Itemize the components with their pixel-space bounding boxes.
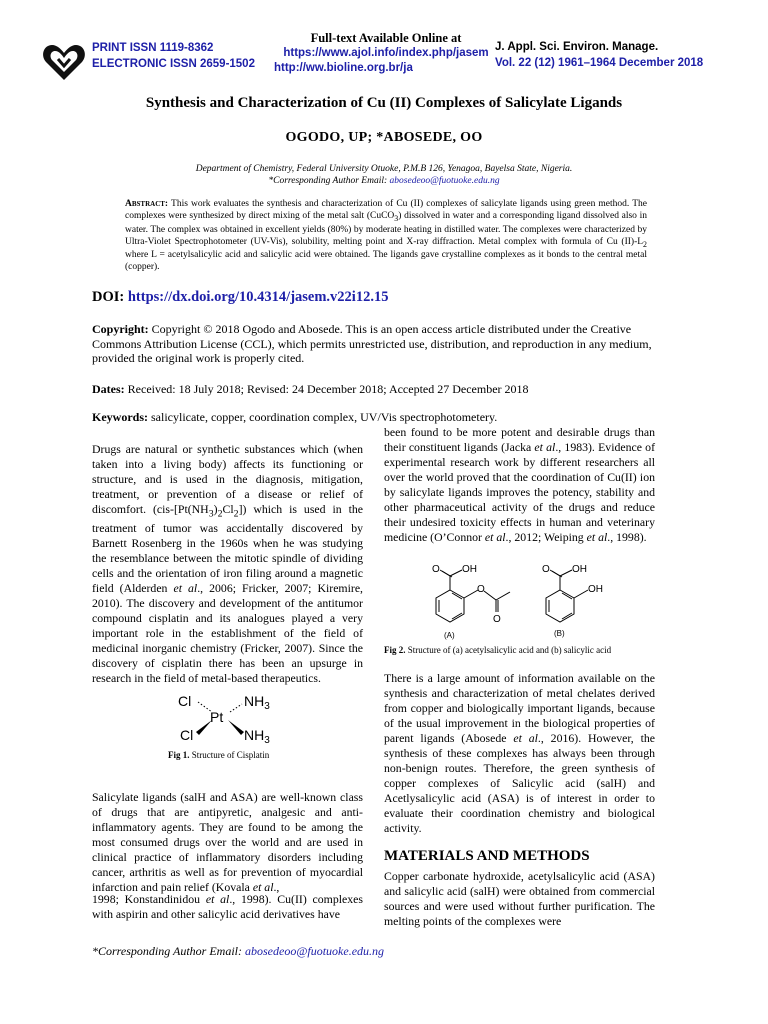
fig2-label: Fig 2. xyxy=(384,645,406,655)
text-run: ]) which is used in the treatment of tumor was accidentally discovered by Barnett Rosenberg in the 1960s when he was studying the resemblance between the mitotic spindle of dividing cells and the orientation of iron filing around a magnetic field (Alderden xyxy=(92,502,363,596)
italic-run: et al xyxy=(534,440,556,454)
text-run: ., xyxy=(273,880,280,894)
abstract-text-1: This work evaluates the synthesis and characterization of Cu (II) complexes of salicylate ligands using green method. The complexes were synthesized by direct mixing of the metal salt (CuCO xyxy=(125,199,647,221)
fig2-caption xyxy=(384,645,611,655)
wedge-bond xyxy=(228,720,244,735)
text-run: been found to be more potent and desirable drugs than their constituent ligands (Jacka xyxy=(384,425,655,454)
text-run: Drugs are natural or synthetic substances which (when taken into a living body) affects its functioning or structure, and is used in the diagnosis, mitigation, treatment, or prevention of a disease or relief of discomfort. (cis-[Pt(NH xyxy=(92,442,363,516)
text-run: Salicylate ligands (salH and ASA) are well-known class of drugs that are antipyretic, analgesic and anti-inflammatory agents. They are found to be among the most consumed drugs over the world and are used in clinical practice of inflammatory disorders including cancer, arthritis as well as for prevention of myocardial infarction and pain relief (Kovala xyxy=(92,790,363,894)
doi-link[interactable]: https://dx.doi.org/10.4314/jasem.v22i12.15 xyxy=(127,289,389,305)
subscript: 2 xyxy=(217,508,223,520)
italic-run: et al xyxy=(513,731,538,745)
fulltext-title: Full-text Available Online at xyxy=(310,31,462,45)
fulltext-block xyxy=(268,31,504,76)
italic-run: et al xyxy=(484,530,506,544)
cisplatin-structure-figure xyxy=(160,690,310,748)
intro-paragraph-5 xyxy=(384,671,655,836)
electronic-issn: ELECTRONIC ISSN 2659-1502 xyxy=(92,58,255,70)
label-a: (A) xyxy=(444,631,455,640)
issn-block xyxy=(92,40,255,72)
oh-label: OH xyxy=(588,584,603,595)
benzene-ring-a xyxy=(436,590,464,622)
pt-label: Pt xyxy=(210,709,224,725)
methods-paragraph-1: Copper carbonate hydroxide, acetylsalicylic acid (ASA) and salicylic acid (salH) were obtained from commercial sources and were used without further purification. The melting points of the complexes were xyxy=(384,869,655,928)
journal-volume: Vol. 22 (12) 1961–1964 December 2018 xyxy=(495,57,704,69)
affiliation xyxy=(40,163,728,187)
abstract-text-2: ) dissolved in water and a corresponding ligand dissolved also in water. The complex was obtained in excellent yields (80%) by moderate heating in distilled water. The complexes were characterized by Ultra-Violet Spectrophotometer (UV-Vis), solubility, melting point and X-ray diffraction. Metal complex with formula of Cu (II)-L xyxy=(125,210,647,247)
o-label: O xyxy=(542,564,550,575)
corresponding-prefix: *Corresponding Author Email: xyxy=(268,176,390,186)
footer-email-link[interactable]: abosedeoo@fuotuoke.edu.ng xyxy=(245,944,385,958)
abstract-text-3: where L = acetylsalicylic acid and salicylic acid were obtained. The ligands gave crystalline complexes as it bonds to the central metal (copper). xyxy=(125,250,647,273)
text-run: There is a large amount of information available on the synthesis and characterization of metal chelates derived from copper and biologically important ligands, because of the usual improvement in the biological properties of parent ligands (Abosede xyxy=(384,671,655,745)
oh-label: OH xyxy=(572,564,587,575)
article-title: Synthesis and Characterization of Cu (II) Complexes of Salicylate Ligands xyxy=(145,95,623,111)
o-label: O xyxy=(493,614,501,625)
doi-line xyxy=(92,289,388,306)
fig2-caption-text: Structure of (a) acetylsalicylic acid and (b) salicylic acid xyxy=(405,645,612,655)
copyright-label: Copyright: xyxy=(92,322,149,336)
text-run: ., 2006; Fricker, 2007; Kiremire, 2010). The discovery and development of the antitumor compound cisplatin and its analogues played a very important role in the establishment of the field of medicinal inorganic chemistry (Fricker, 2007). Since the discovery of cisplatin there has been an upsurge in research in the field of metal-based therapeutics. xyxy=(92,581,363,686)
fig1-caption-text: Structure of Cisplatin xyxy=(189,750,270,760)
oh-label: OH xyxy=(462,564,477,575)
intro-paragraph-2 xyxy=(92,790,363,895)
nh3-top-label: $NH_3$ xyxy=(244,693,270,712)
salicylic-acid-structure xyxy=(546,570,588,622)
benzene-ring-b xyxy=(546,590,574,622)
journal-logo-icon xyxy=(40,40,88,84)
o-label: O xyxy=(477,584,485,595)
footer-corresponding xyxy=(92,944,384,959)
fig1-label: Fig 1. xyxy=(168,750,190,760)
wedge-bond xyxy=(196,720,212,735)
copyright-text: Copyright © 2018 Ogodo and Abosede. This is an open access article distributed under the Creative Commons Attribution License (CCL), which permits unrestricted use, distribution, and reproduction in any medium, provided the original work is properly cited. xyxy=(92,322,652,365)
text-run: 1998; Konstandinidou xyxy=(92,892,206,906)
cl-bottom-label: Cl xyxy=(180,727,194,743)
intro-paragraph-3 xyxy=(92,892,363,922)
keywords-line xyxy=(92,410,497,425)
journal-name: J. Appl. Sci. Environ. Manage. xyxy=(495,41,659,53)
corresponding-author xyxy=(40,175,728,187)
dates-label: Dates: xyxy=(92,382,125,396)
intro-paragraph-1 xyxy=(92,442,363,686)
label-b: (B) xyxy=(554,629,565,638)
fig1-caption xyxy=(168,750,269,760)
dates-text: Received: 18 July 2018; Revised: 24 December 2018; Accepted 27 December 2018 xyxy=(124,382,529,396)
text-run: ., 1998). xyxy=(607,530,647,544)
article-authors: OGODO, UP; *ABOSEDE, OO xyxy=(285,130,483,145)
affiliation-text: Department of Chemistry, Federal University Otuoke, P.M.B 126, Yenagoa, Bayelsa State, Nigeria. xyxy=(195,164,573,174)
doi-label: DOI: xyxy=(92,289,125,305)
text-run: ., 1983). Evidence of experimental research work by different researchers all over the world proved that the coordination of Cu(II) ion by salicylate ligands improves the potency, stability and other pharmaceutical activity of the drugs and reduce their undesired toxicity effects in human and veterinary medicine (O’Connor xyxy=(384,440,656,544)
text-run: ., 2012; Weiping xyxy=(505,530,587,544)
print-issn: PRINT ISSN 1119-8362 xyxy=(92,42,214,54)
subscript: 2 xyxy=(233,508,239,520)
italic-run: et al xyxy=(586,530,608,544)
italic-run: et al xyxy=(173,581,198,596)
text-run: Cl xyxy=(222,502,234,516)
salicylate-structures-figure xyxy=(420,560,650,642)
nh3-bottom-label: $NH_3$ xyxy=(244,727,270,746)
section-heading-materials: MATERIALS AND METHODS xyxy=(384,848,590,864)
bioline-link[interactable]: http://ww.bioline.org.br/ja xyxy=(274,62,413,74)
journal-info xyxy=(495,39,735,71)
abstract-label: Abstract: xyxy=(125,199,169,209)
copyright-statement xyxy=(92,322,652,366)
abstract xyxy=(125,199,647,274)
keywords-text: salicylicate, copper, coordination complex, UV/Vis spectrophotometery. xyxy=(148,410,498,424)
keywords-label: Keywords: xyxy=(92,410,148,424)
dates-line xyxy=(92,382,529,397)
text-run: ) xyxy=(213,502,218,516)
abstract-sub-1: 3 xyxy=(394,213,399,223)
ajol-link[interactable]: https://www.ajol.info/index.php/jasem xyxy=(283,47,489,59)
hashed-bond xyxy=(230,704,242,712)
abstract-sub-2: 2 xyxy=(643,239,647,249)
text-run: ., 1998). Cu(II) complexes with aspirin and other salicylic acid derivatives have xyxy=(92,892,363,921)
intro-paragraph-4 xyxy=(384,425,655,545)
footer-prefix: *Corresponding Author Email: xyxy=(92,944,246,958)
italic-run: et al xyxy=(205,892,230,906)
cl-top-label: Cl xyxy=(178,693,192,709)
italic-run: et al xyxy=(252,880,274,894)
corresponding-email-link[interactable]: abosedeoo@fuotuoke.edu.ng xyxy=(389,176,500,186)
subscript: 3 xyxy=(208,508,214,520)
text-run: ., 2016). However, the synthesis of these complexes has always been through non-benign routes. Therefore, the green synthesis of copper complexes of Salicylic acid (salH) and Acetlysalicylic acid (ASA) is of interest in order to evaluate their coordination chemistry and biological activity. xyxy=(384,731,656,835)
o-label: O xyxy=(432,564,440,575)
